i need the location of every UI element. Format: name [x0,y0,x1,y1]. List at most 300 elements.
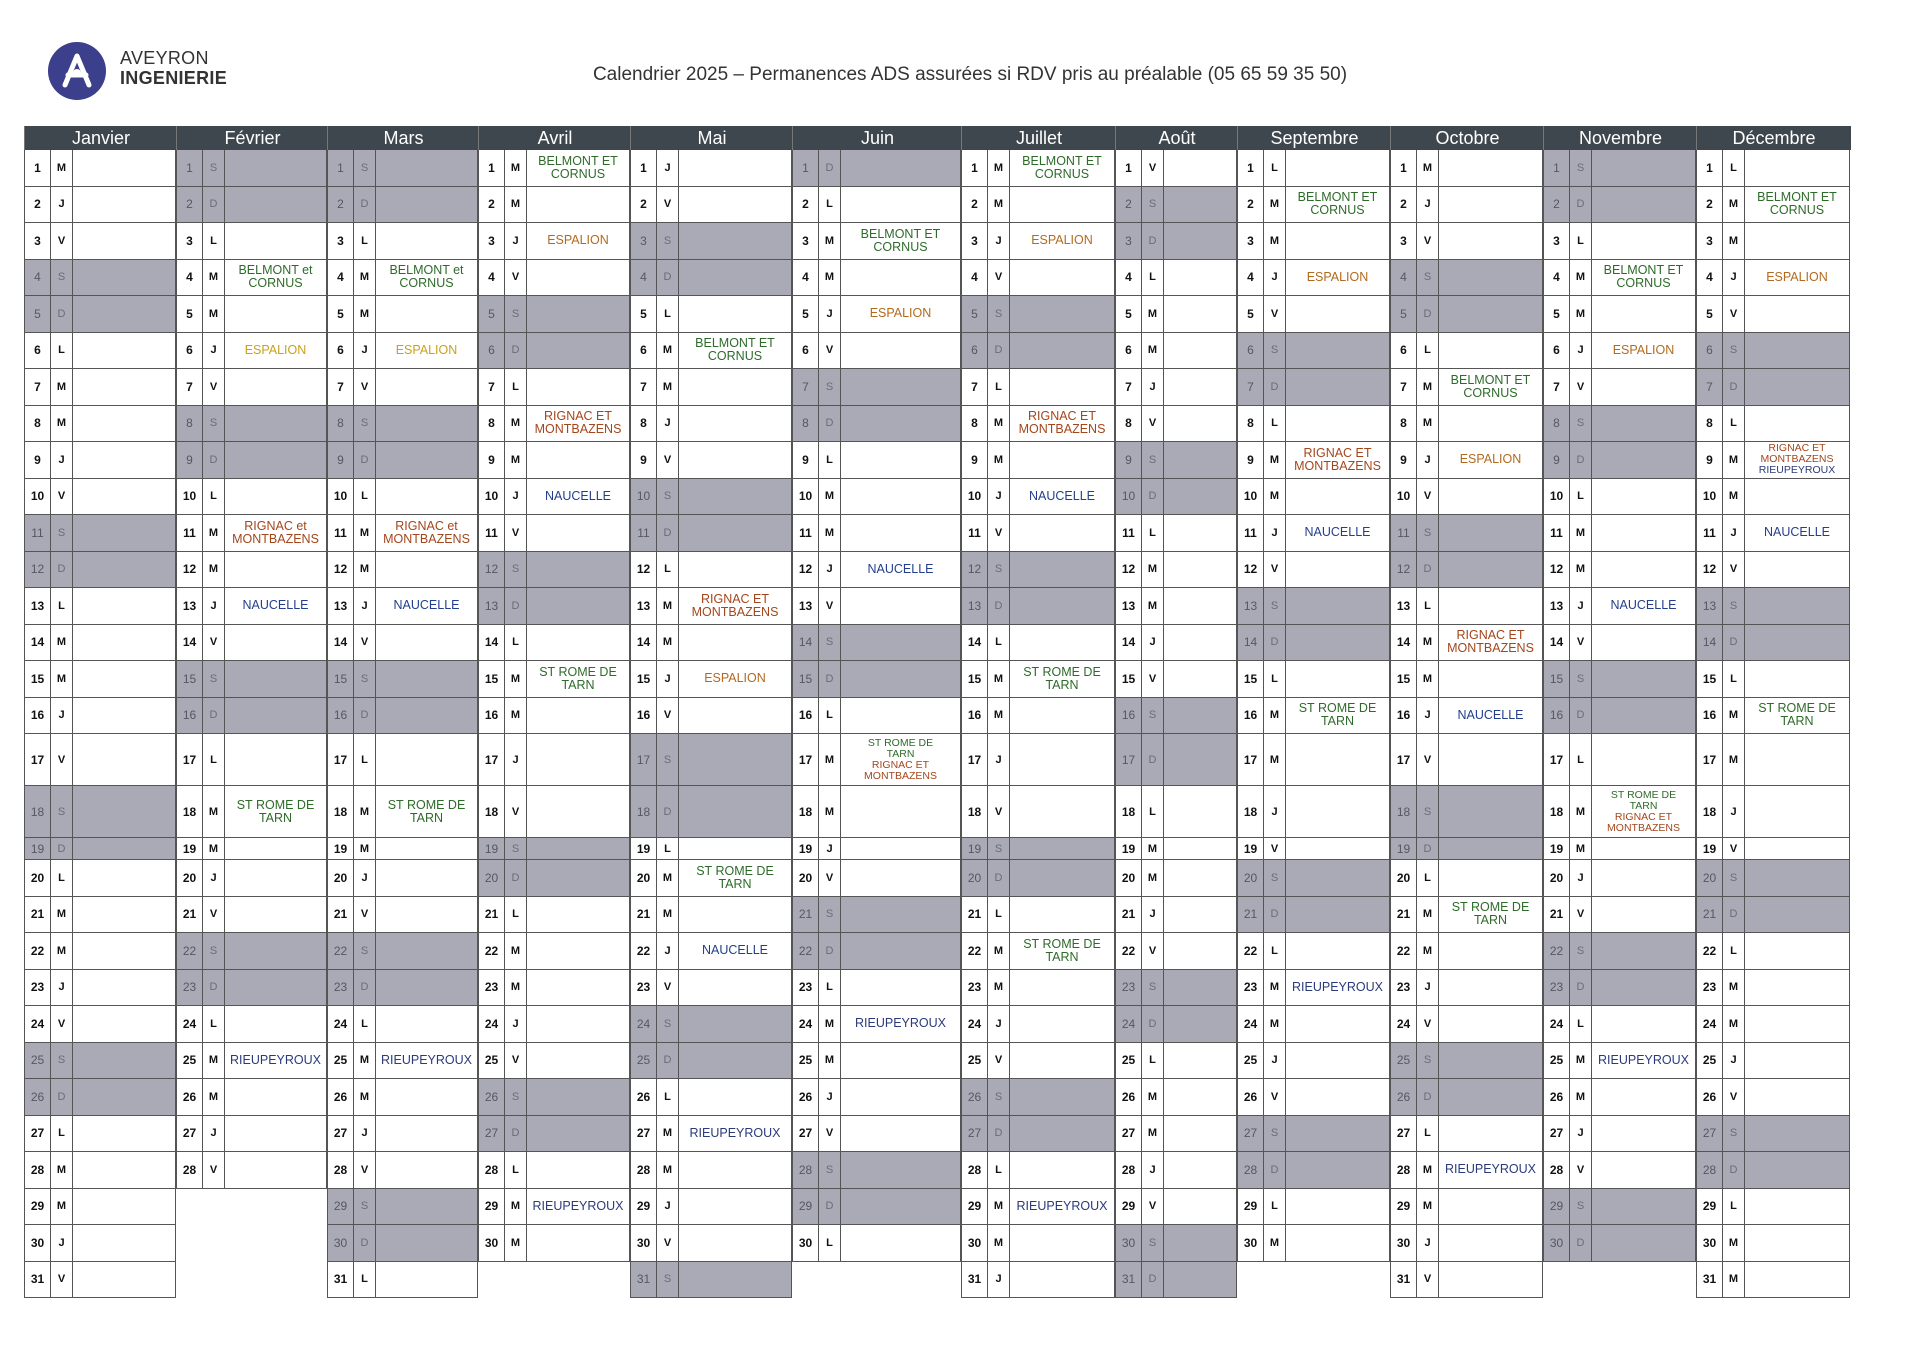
day-letter: S [1264,588,1286,624]
day-letter: M [657,333,679,369]
event-cell [1010,698,1114,734]
day-number: 16 [1238,698,1264,734]
day-letter: M [51,150,73,186]
day-row [962,1006,1114,1043]
day-number: 30 [1391,1225,1417,1261]
day-row [631,1043,791,1080]
day-number: 11 [962,515,988,551]
event-label: RIGNAC ET [1303,445,1372,460]
day-letter: J [203,860,225,896]
day-row [25,588,175,625]
day-letter: M [505,150,527,186]
day-row [479,1116,629,1153]
event-cell [841,187,960,223]
day-number: 25 [25,1043,51,1079]
day-number: 16 [793,698,819,734]
day-number: 24 [793,1006,819,1042]
day-number: 29 [479,1189,505,1225]
month-header: Mars [327,126,479,150]
day-number: 4 [631,260,657,296]
day-row [962,588,1114,625]
day-letter: V [1723,1079,1745,1115]
day-number: 9 [177,442,203,478]
day-row [793,1225,960,1262]
day-number: 11 [1391,515,1417,551]
day-letter: J [657,661,679,697]
day-number: 5 [1391,296,1417,332]
event-cell [376,333,477,369]
day-row [1391,333,1542,370]
event-cell [841,970,960,1006]
day-letter: L [657,838,679,859]
day-number: 3 [479,223,505,259]
event-cell [73,1079,175,1115]
day-number: 30 [1238,1225,1264,1261]
day-number: 16 [479,698,505,734]
event-cell [376,897,477,933]
month-header: Octobre [1390,126,1544,150]
day-number: 2 [1697,187,1723,223]
day-row [328,970,477,1007]
day-row [177,860,326,897]
day-number: 1 [177,150,203,186]
day-number: 24 [1544,1006,1570,1042]
event-cell [527,187,629,223]
day-letter: J [988,1262,1010,1298]
day-row [1697,1262,1849,1299]
day-letter: M [1570,260,1592,296]
day-row [1391,1116,1542,1153]
event-cell [1745,897,1849,933]
day-number: 4 [1391,260,1417,296]
day-row [177,150,326,187]
day-row [1544,933,1695,970]
day-letter: V [1570,1152,1592,1188]
day-number: 31 [631,1262,657,1298]
event-cell [1164,1079,1236,1115]
event-cell [841,1006,960,1042]
day-number: 26 [1391,1079,1417,1115]
day-letter: D [1417,838,1439,859]
day-number: 19 [793,838,819,859]
event-cell [1439,1006,1542,1042]
day-number: 31 [1697,1262,1723,1298]
month-header: Janvier [24,126,177,150]
event-label: TARN [1780,714,1814,729]
day-row [479,838,629,860]
day-letter: V [988,1043,1010,1079]
day-row [1544,897,1695,934]
day-number: 19 [1697,838,1723,859]
day-row [177,698,326,735]
event-cell [527,369,629,405]
day-letter: D [203,970,225,1006]
event-cell [1164,1043,1236,1079]
day-row [1697,223,1849,260]
event-label: ST ROME DE [1451,900,1530,915]
day-letter: J [1417,1225,1439,1261]
event-cell [1164,786,1236,837]
event-cell [1745,223,1849,259]
day-letter: J [657,406,679,442]
event-cell [679,625,791,661]
day-letter: J [819,552,841,588]
day-letter: L [1570,223,1592,259]
event-cell [376,223,477,259]
event-cell [1010,588,1114,624]
day-row [25,1043,175,1080]
event-cell [1164,1189,1236,1225]
event-cell [1286,698,1389,734]
day-row [1238,734,1389,786]
day-row [1544,588,1695,625]
day-number: 13 [25,588,51,624]
day-letter: D [51,838,73,859]
day-row [25,260,175,297]
day-number: 22 [1116,933,1142,969]
event-cell [1164,1262,1236,1298]
event-cell [376,442,477,478]
day-letter: L [354,734,376,785]
day-row [962,369,1114,406]
event-cell [1286,933,1389,969]
day-number: 21 [479,897,505,933]
day-row [328,1225,477,1262]
day-row [1116,479,1236,516]
day-row [177,1152,326,1189]
day-number: 20 [793,860,819,896]
event-cell [73,260,175,296]
event-cell [73,1006,175,1042]
event-cell [841,661,960,697]
event-cell [1164,479,1236,515]
day-letter: V [51,1262,73,1298]
day-row [328,1006,477,1043]
event-label: ESPALION [1459,452,1522,467]
day-letter: M [1142,296,1164,332]
event-label: ESPALION [704,671,766,686]
event-label: RIEUPEYROUX [1016,1198,1108,1213]
day-row [1544,1152,1695,1189]
day-number: 24 [631,1006,657,1042]
day-number: 23 [793,970,819,1006]
day-number: 12 [177,552,203,588]
day-row [1238,442,1389,479]
day-number: 4 [479,260,505,296]
day-row [1238,838,1389,860]
event-cell [73,860,175,896]
day-row [25,369,175,406]
event-cell [1745,1152,1849,1188]
day-letter: S [1723,333,1745,369]
day-number: 19 [962,838,988,859]
day-row [631,786,791,838]
day-row [177,1043,326,1080]
day-row [1544,333,1695,370]
day-letter: M [1723,442,1745,478]
day-number: 22 [177,933,203,969]
day-number: 27 [1391,1116,1417,1152]
day-letter: V [1417,1262,1439,1298]
day-letter: J [354,333,376,369]
event-cell [1439,479,1542,515]
day-row [631,150,791,187]
event-cell [679,1262,791,1298]
event-cell [1164,1116,1236,1152]
day-number: 10 [1238,479,1264,515]
day-row [793,838,960,860]
day-row [328,1116,477,1153]
event-cell [1439,150,1542,186]
event-cell [679,734,791,785]
event-cell [376,588,477,624]
day-number: 26 [1238,1079,1264,1115]
day-letter: L [505,1152,527,1188]
day-letter: D [1570,187,1592,223]
day-letter: V [1723,296,1745,332]
event-cell [1439,786,1542,837]
day-number: 22 [793,933,819,969]
day-number: 20 [1544,860,1570,896]
event-label: TARN [561,677,595,692]
event-cell [1592,698,1695,734]
day-row [25,406,175,443]
event-cell [527,625,629,661]
day-letter: S [354,150,376,186]
day-number: 30 [1116,1225,1142,1261]
day-letter: S [1570,406,1592,442]
day-letter: V [1142,1189,1164,1225]
day-row [962,515,1114,552]
day-number: 27 [1238,1116,1264,1152]
day-letter: S [1142,970,1164,1006]
day-number: 3 [1238,223,1264,259]
day-number: 3 [328,223,354,259]
event-label: NAUCELLE [867,561,934,576]
day-letter: J [1723,260,1745,296]
month-days [176,150,327,1189]
day-letter: J [51,187,73,223]
event-cell [1439,442,1542,478]
day-letter: S [51,1043,73,1079]
day-row [793,406,960,443]
event-cell [376,860,477,896]
day-row [1697,786,1849,838]
day-number: 7 [962,369,988,405]
day-letter: L [354,223,376,259]
day-letter: J [819,1079,841,1115]
event-label: MONTBAZENS [1294,458,1381,473]
event-label: RIEUPEYROUX [1292,979,1383,994]
day-row [962,406,1114,443]
day-letter: M [988,1225,1010,1261]
day-letter: J [1570,1116,1592,1152]
day-row [1116,1262,1236,1299]
day-letter: S [819,369,841,405]
event-cell [1592,588,1695,624]
event-cell [679,333,791,369]
day-letter: M [988,442,1010,478]
event-cell [1745,970,1849,1006]
day-letter: M [657,369,679,405]
day-row [1116,698,1236,735]
day-row [1238,1225,1389,1262]
day-letter: M [1264,1225,1286,1261]
day-row [177,223,326,260]
day-number: 19 [631,838,657,859]
day-letter: M [505,406,527,442]
day-number: 13 [1116,588,1142,624]
day-letter: D [505,1116,527,1152]
event-cell [1439,734,1542,785]
day-letter: L [1417,333,1439,369]
day-number: 9 [1544,442,1570,478]
day-letter: S [203,150,225,186]
day-number: 28 [1697,1152,1723,1188]
event-label: BELMONT ET [538,153,618,168]
event-cell [1286,661,1389,697]
day-letter: S [1142,187,1164,223]
event-cell [679,786,791,837]
day-number: 20 [962,860,988,896]
day-letter: V [1142,661,1164,697]
month-header: Juillet [961,126,1116,150]
day-row [25,838,175,860]
day-letter: M [1417,1189,1439,1225]
day-row [25,734,175,786]
day-number: 8 [25,406,51,442]
day-row [328,260,477,297]
event-cell [73,479,175,515]
event-cell [527,1006,629,1042]
day-number: 12 [631,552,657,588]
day-row [479,661,629,698]
day-number: 29 [962,1189,988,1225]
day-number: 12 [962,552,988,588]
day-row [1697,661,1849,698]
day-letter: M [1570,786,1592,837]
day-letter: L [51,588,73,624]
day-number: 20 [328,860,354,896]
day-number: 23 [1544,970,1570,1006]
day-letter: M [505,1225,527,1261]
event-cell [679,970,791,1006]
day-letter: D [1264,625,1286,661]
day-row [631,860,791,897]
day-letter: V [1417,223,1439,259]
event-cell [679,897,791,933]
day-number: 2 [479,187,505,223]
day-number: 31 [25,1262,51,1298]
day-row [1544,1189,1695,1226]
day-row [962,970,1114,1007]
event-cell [1010,260,1114,296]
event-cell [527,150,629,186]
day-number: 12 [1544,552,1570,588]
day-number: 12 [328,552,354,588]
day-letter: D [819,1189,841,1225]
event-cell [841,897,960,933]
day-number: 6 [962,333,988,369]
day-row [1238,1116,1389,1153]
day-row [177,296,326,333]
aveyron-ingenierie-logo-icon [48,42,106,100]
event-label: TARN [718,876,752,891]
day-letter: D [505,860,527,896]
day-row [25,1189,175,1226]
day-row [1697,552,1849,589]
day-letter: J [51,442,73,478]
day-row [962,223,1114,260]
day-row [479,588,629,625]
day-number: 1 [1697,150,1723,186]
event-cell [527,970,629,1006]
day-number: 1 [1391,150,1417,186]
day-row [962,786,1114,838]
day-letter: M [1264,734,1286,785]
event-cell [1286,1116,1389,1152]
day-row [328,479,477,516]
event-cell [679,406,791,442]
day-number: 17 [631,734,657,785]
logo-line2: INGENIERIE [120,68,228,88]
event-cell [1439,333,1542,369]
event-cell [376,1116,477,1152]
event-cell [1286,1006,1389,1042]
day-row [479,552,629,589]
event-label: BELMONT ET [860,226,941,241]
event-cell [1010,933,1114,969]
day-letter: J [1417,970,1439,1006]
day-letter: V [203,1152,225,1188]
day-row [1697,1043,1849,1080]
day-number: 12 [793,552,819,588]
day-number: 5 [1116,296,1142,332]
day-row [1697,187,1849,224]
day-row [1391,479,1542,516]
day-row [631,838,791,860]
day-number: 29 [25,1189,51,1225]
event-cell [841,552,960,588]
event-cell [679,1006,791,1042]
day-number: 12 [25,552,51,588]
day-number: 24 [1391,1006,1417,1042]
day-letter: V [819,588,841,624]
day-letter: J [203,333,225,369]
day-number: 14 [1238,625,1264,661]
day-letter: M [988,698,1010,734]
event-label: CORNUS [1310,203,1365,218]
day-row [1116,223,1236,260]
day-number: 8 [177,406,203,442]
day-row [479,1225,629,1262]
event-cell [376,1262,477,1298]
month-days [792,150,961,1262]
day-row [1697,1225,1849,1262]
day-row [1238,698,1389,735]
day-row [1116,260,1236,297]
day-letter: D [1142,1262,1164,1298]
event-cell [1745,661,1849,697]
day-row [793,970,960,1007]
day-letter: D [1417,552,1439,588]
month-header: Novembre [1543,126,1697,150]
event-cell [1286,625,1389,661]
day-number: 5 [177,296,203,332]
day-letter: D [354,1225,376,1261]
day-row [25,1262,175,1299]
month-days [478,150,630,1262]
